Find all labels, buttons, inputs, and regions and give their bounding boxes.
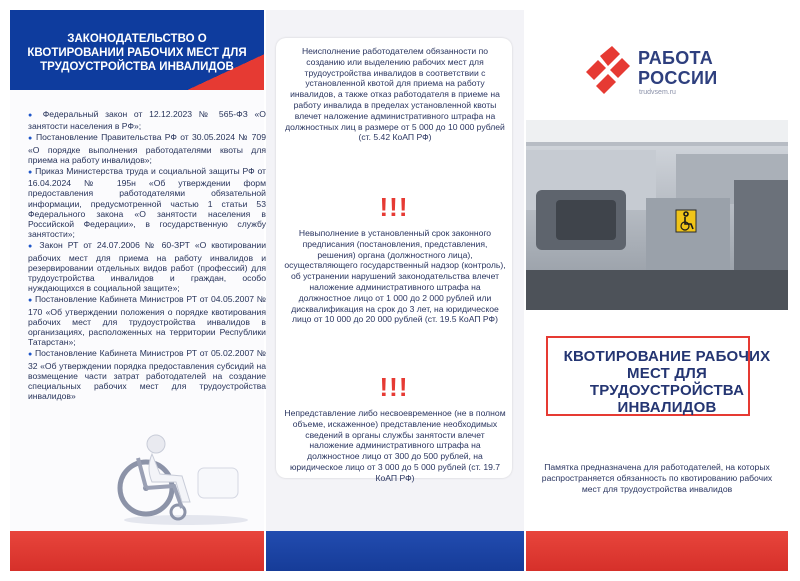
rabota-rossii-logo bbox=[582, 44, 772, 104]
legislation-panel bbox=[10, 10, 264, 571]
blue-stripe bbox=[266, 531, 524, 571]
rabota-rossii-logo-icon bbox=[582, 46, 634, 98]
penalty-paragraph: Непредставление либо несвоевременное (не в полном объеме, искаженное) представление необходимых сведений в органы службы занятости влечет наложение административного штрафа на должностное лицо от 300 до 500 рублей, на юридическое лицо от 3 000 до 5 000 рублей (ст. 19.7 КоАП РФ) bbox=[284, 408, 506, 483]
law-item: ● Федеральный закон от 12.12.2023 № 565-ФЗ «О занятости населения в РФ»; bbox=[28, 109, 266, 131]
law-item: ● Приказ Министерства труда и социальной защиты РФ от 16.04.2024 № 195н «Об утверждении форм предоставления работодателями обязательной информации, предусмотренной частью 1 статьи 53 Федерального закона «О занятости населения в Российской Федерации», в государственную службу занятости»; bbox=[28, 166, 266, 239]
warning-marks: !!! bbox=[379, 372, 409, 402]
law-item: ● Постановление Кабинета Министров РТ от 04.05.2007 № 170 «Об утверждении положения о порядке квотирования рабочих мест для трудоустройства инвалидов в организациях, расположенных на территории Республики Татарстан»; bbox=[28, 294, 266, 347]
warning-marks: !!! bbox=[379, 192, 409, 222]
law-item: ● Постановление Правительства РФ от 30.05.2024 № 709 «О порядке выполнения работодателями квоты для приема на работу инвалидов»; bbox=[28, 132, 266, 165]
laws-list bbox=[28, 109, 266, 402]
penalty-paragraph: Невыполнение в установленный срок законного предписания (постановления, представления, решения) органа (должностного лица), осуществляющего государственный надзор (контроль), об устранении нарушений законодательства влечет наложение административного штрафа на должностное лицо от 1 000 до 2 000 рублей или дисквалификация на срок до 3 лет, на юридическое лицо от 10 000 до 20 000 рублей (ст. 19.5 КоАП РФ) bbox=[284, 228, 506, 325]
brochure-title: КВОТИРОВАНИЕ РАБОЧИХ МЕСТ ДЛЯ ТРУДОУСТРОЙСТВА ИНВАЛИДОВ bbox=[563, 348, 771, 416]
legislation-title: ЗАКОНОДАТЕЛЬСТВО О КВОТИРОВАНИИ РАБОЧИХ МЕСТ ДЛЯ ТРУДОУСТРОЙСТВА ИНВАЛИДОВ bbox=[27, 33, 247, 73]
title-frame bbox=[546, 336, 771, 416]
wheelchair-figure-icon bbox=[116, 428, 256, 526]
penalty-paragraph: Неисполнение работодателем обязанности по созданию или выделению рабочих мест для трудоустройства инвалидов в соответствии с установленной квотой для приема на работу инвалидов, а также отказ работодателя в приеме на работу инвалида в пределах установленной квоты влечет наложение административного штрафа на должностных лиц в размере от 5 000 до 10 000 рублей (ст. 5.42 КоАП РФ) bbox=[285, 46, 505, 143]
cover-panel bbox=[526, 10, 788, 571]
memo-text: Памятка предназначена для работодателей, на которых распространяется обязанность по квотированию рабочих мест для трудоустройства инвалидов bbox=[541, 462, 773, 495]
office-photo bbox=[526, 120, 788, 310]
penalties-panel bbox=[266, 10, 524, 571]
red-stripe bbox=[10, 531, 264, 571]
law-item: ● Закон РТ от 24.07.2006 № 60-ЗРТ «О квотировании рабочих мест для приема на работу инвалидов и резервировании отдельных видов работ (профессий) для трудоустройства инвалидов и граждан, особо нуждающихся в социальной защите»; bbox=[28, 240, 266, 293]
law-item: ● Постановление Кабинета Министров РТ от 05.02.2007 № 32 «Об утверждении порядка предоставления субсидий на возмещение части затрат работодателей на создание специальных рабочих мест для трудоустройства инвалидов» bbox=[28, 348, 266, 401]
penalties-card bbox=[276, 38, 512, 483]
logo-url: trudvsem.ru bbox=[639, 89, 676, 96]
logo-title: РАБОТА РОССИИ bbox=[638, 48, 718, 88]
red-stripe bbox=[526, 531, 788, 571]
legislation-header bbox=[10, 10, 264, 90]
